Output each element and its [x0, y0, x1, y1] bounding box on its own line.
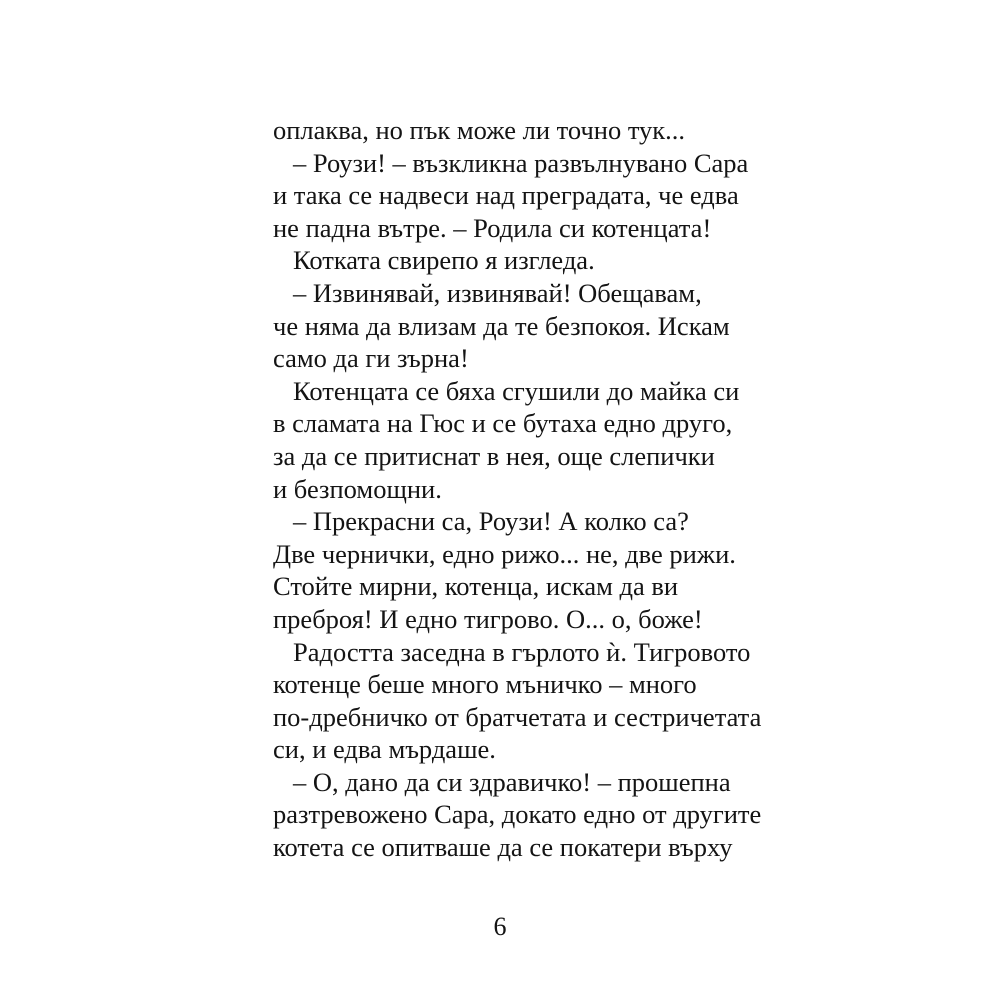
text-line: Котката свирепо я изгледа. [293, 245, 595, 276]
page-number: 6 [493, 912, 507, 941]
text-line: Две чернички, едно рижо... не, две рижи. [273, 538, 736, 569]
text-line: – Извинявай, извинявай! Обещавам, [293, 277, 702, 308]
text-line: в сламата на Гюс и се бутаха едно друго, [273, 408, 733, 439]
text-line: – Роузи! – възкликна развълнувано Сара [293, 147, 749, 178]
text-line: за да се притиснат в нея, още слепички [273, 440, 715, 471]
text-line: че няма да влизам да те безпокоя. Искам [273, 310, 730, 341]
text-line: оплаква, но пък може ли точно тук... [273, 115, 686, 145]
body-text [273, 114, 773, 864]
text-line: Стойте мирни, котенца, искам да ви [273, 571, 679, 602]
text-line: по-дребничко от братчетата и сестричетата [273, 701, 762, 732]
text-line: – Прекрасни са, Роузи! А колко са? [293, 506, 689, 537]
text-line: само да ги зърна! [273, 343, 469, 374]
text-line: разтревожено Сара, докато едно от другите [273, 799, 762, 830]
text-line: и безпомощни. [273, 473, 442, 504]
text-line: не падна вътре. – Родила си котенцата! [273, 212, 712, 243]
text-line: си, и едва мърдаше. [273, 734, 496, 765]
text-line: – О, дано да си здравичко! – прошепна [293, 766, 731, 797]
text-line: котета се опитваше да се покатери върху [273, 832, 733, 863]
text-line: и така се надвеси над преградата, че едва [273, 180, 739, 211]
text-line: преброя! И едно тигрово. О... о, боже! [273, 603, 703, 634]
text-line: котенце беше много мъничко – много [273, 669, 697, 700]
text-line: Котенцата се бяха сгушили до майка си [293, 375, 740, 406]
text-line: Радостта заседна в гърлото ѝ. Тигровото [293, 636, 751, 667]
